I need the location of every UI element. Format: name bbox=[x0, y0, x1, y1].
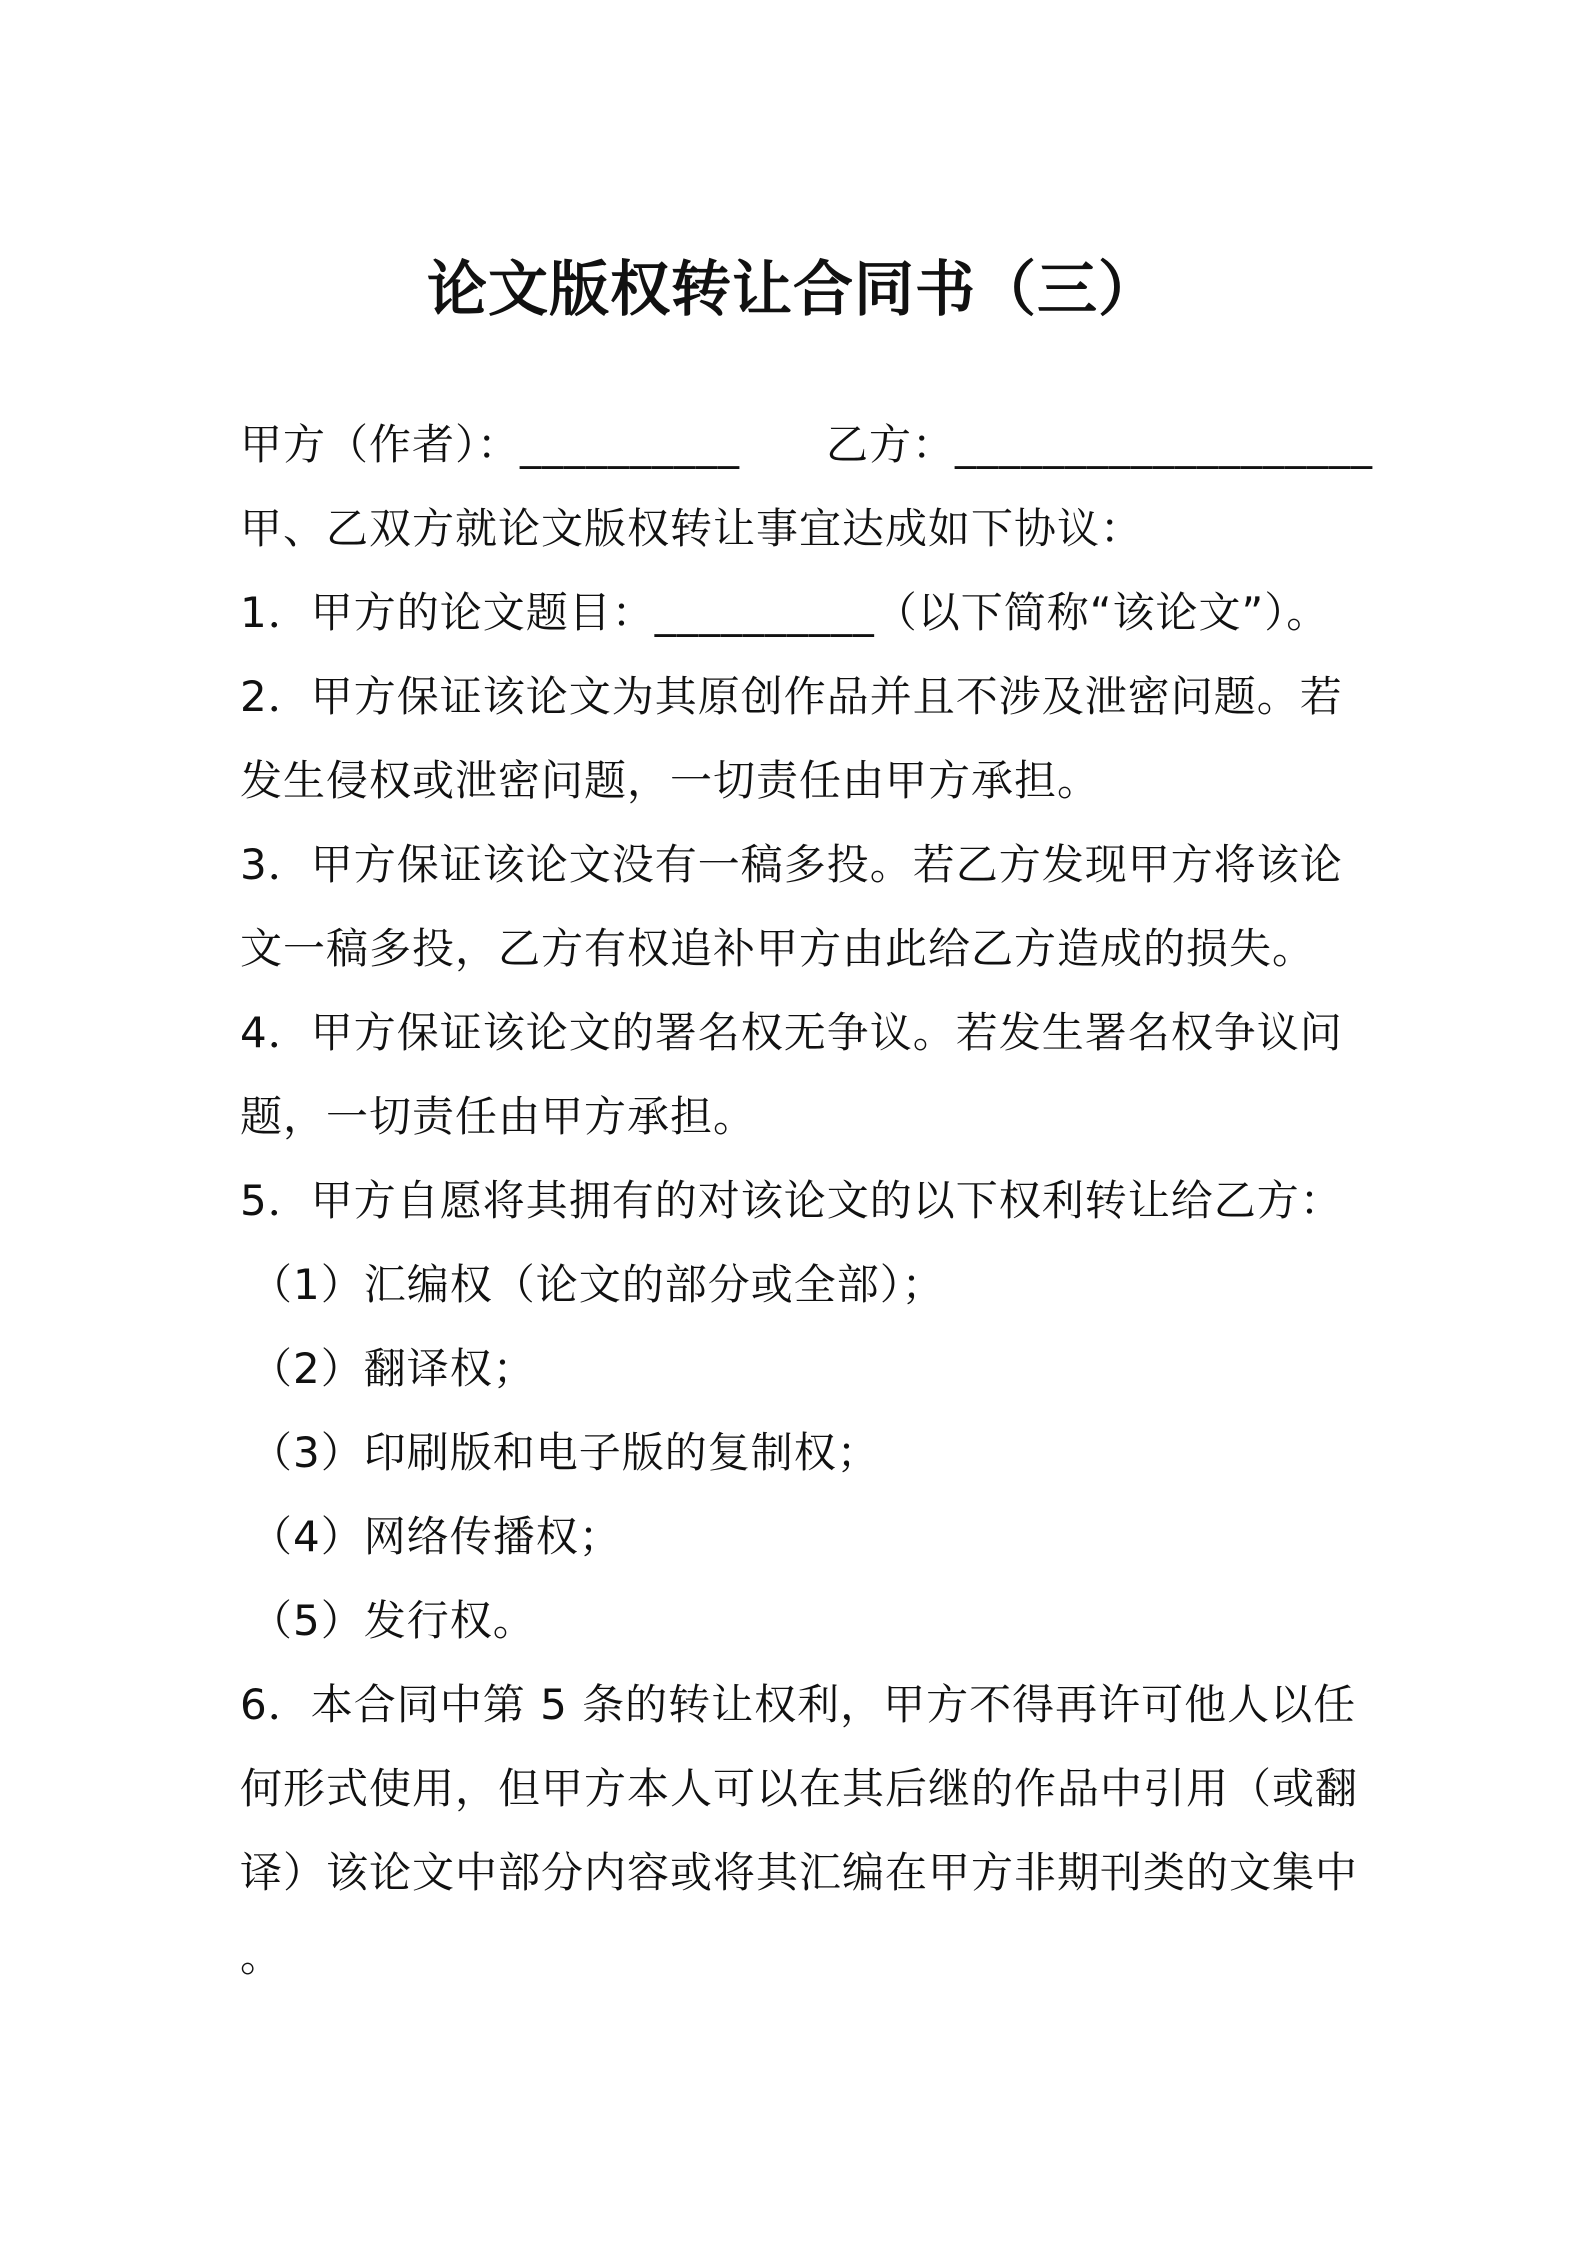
clause-6-line-4: 。 bbox=[240, 1932, 284, 1981]
right-item-4: （4）网络传播权； bbox=[250, 1512, 622, 1561]
agreement-intro: 甲、乙双方就论文版权转让事宜达成如下协议： bbox=[240, 504, 1144, 553]
clause-2-line-2: 发生侵权或泄密问题，一切责任由甲方承担。 bbox=[240, 756, 1101, 805]
parties-line bbox=[240, 403, 1374, 487]
clause-6-line-2: 何形式使用，但甲方本人可以在其后继的作品中引用（或翻 bbox=[240, 1764, 1359, 1813]
clause-3-line-2: 文一稿多投，乙方有权追补甲方由此给乙方造成的损失。 bbox=[240, 924, 1316, 973]
document-body bbox=[240, 403, 1374, 1999]
party-a-field: 甲方（作者）：__________ bbox=[240, 420, 741, 469]
clause-6-line-3: 译）该论文中部分内容或将其汇编在甲方非期刊类的文集中 bbox=[240, 1848, 1359, 1897]
right-item-2: （2）翻译权； bbox=[250, 1344, 536, 1393]
clause-3-line-1: 3．甲方保证该论文没有一稿多投。若乙方发现甲方将该论 bbox=[240, 840, 1343, 889]
clause-1: 1．甲方的论文题目：__________（以下简称“该论文”）。 bbox=[240, 588, 1330, 637]
right-item-3: （3）印刷版和电子版的复制权； bbox=[250, 1428, 880, 1477]
clause-2-line-1: 2．甲方保证该论文为其原创作品并且不涉及泄密问题。若 bbox=[240, 672, 1343, 721]
clause-4-line-1: 4．甲方保证该论文的署名权无争议。若发生署名权争议问 bbox=[240, 1008, 1343, 1057]
right-item-1: （1）汇编权（论文的部分或全部）； bbox=[250, 1260, 945, 1309]
clause-6-line-1: 6．本合同中第 5 条的转让权利，甲方不得再许可他人以任 bbox=[240, 1680, 1357, 1729]
clause-4-line-2: 题，一切责任由甲方承担。 bbox=[240, 1092, 757, 1141]
document-title: 论文版权转让合同书（三） bbox=[427, 255, 1159, 325]
party-b-field: 乙方：___________________ bbox=[826, 420, 1374, 469]
clause-5: 5．甲方自愿将其拥有的对该论文的以下权利转让给乙方： bbox=[240, 1176, 1343, 1225]
right-item-5: （5）发行权。 bbox=[250, 1596, 536, 1645]
